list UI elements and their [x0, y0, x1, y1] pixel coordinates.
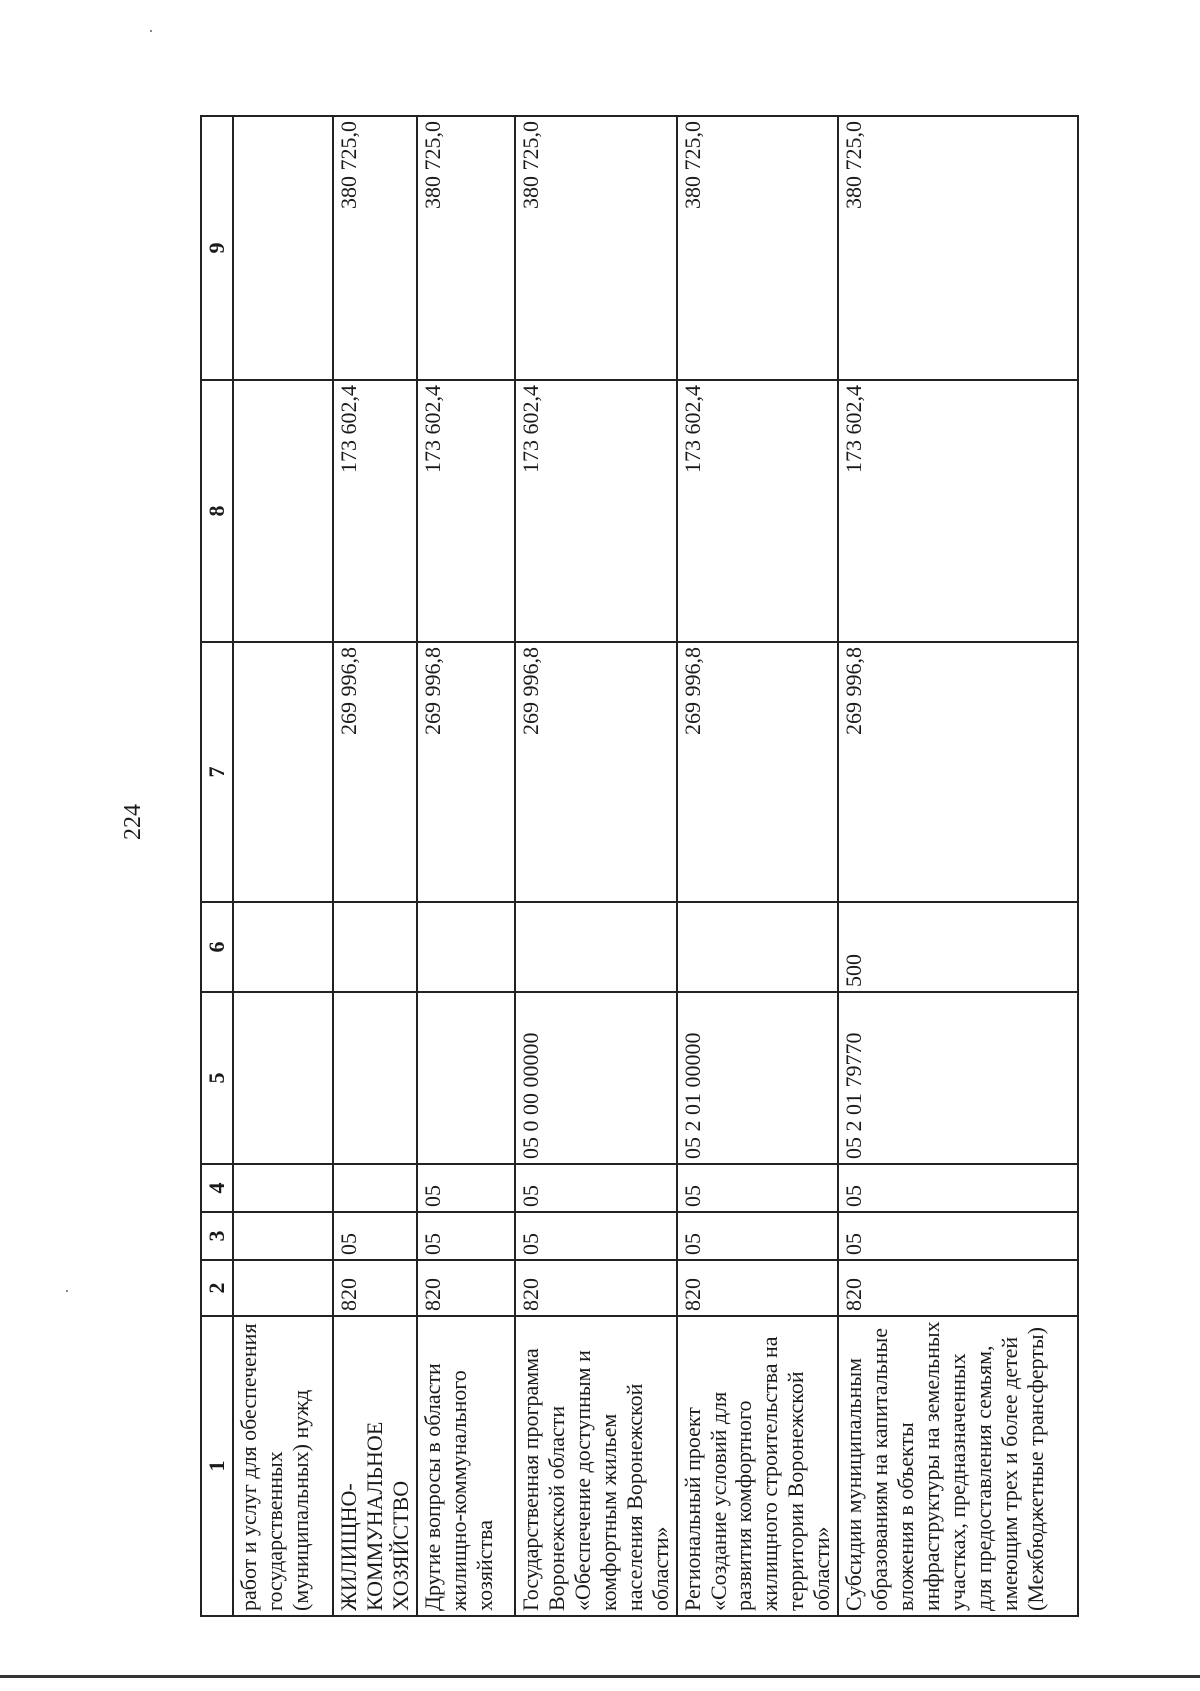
scan-edge-line [0, 1675, 1200, 1678]
col2-cell: 820 [838, 1260, 1078, 1316]
col5-cell [417, 992, 515, 1164]
col9-cell [233, 116, 333, 380]
row-name-cell: Другие вопросы в области жилищно-коммунального хозяйства [417, 1316, 515, 1616]
budget-table-container [200, 117, 1048, 1617]
col7-cell: 269 996,8 [417, 642, 515, 902]
col3-cell: 05 [417, 1212, 515, 1260]
header-cell: 1 [201, 1316, 233, 1616]
col3-cell [233, 1212, 333, 1260]
header-cell: 5 [201, 992, 233, 1164]
col5-cell [333, 992, 417, 1164]
col8-cell: 173 602,4 [333, 380, 417, 642]
col4-cell [233, 1164, 333, 1212]
col3-cell: 05 [838, 1212, 1078, 1260]
col6-cell [233, 902, 333, 992]
header-row [201, 116, 233, 1616]
scan-speck [150, 30, 152, 32]
col9-cell: 380 725,0 [515, 116, 677, 380]
col4-cell: 05 [417, 1164, 515, 1212]
col4-cell: 05 [515, 1164, 677, 1212]
col2-cell: 820 [333, 1260, 417, 1316]
col7-cell: 269 996,8 [515, 642, 677, 902]
col9-cell: 380 725,0 [417, 116, 515, 380]
table-row [677, 116, 839, 1616]
table-row [333, 116, 417, 1616]
col6-cell [417, 902, 515, 992]
col8-cell: 173 602,4 [838, 380, 1078, 642]
row-name-cell: Региональный проект «Создание условий для развития комфортного жилищного строительства на территории Воронежской области» [677, 1316, 839, 1616]
col5-cell: 05 2 01 00000 [677, 992, 839, 1164]
budget-table [200, 115, 1079, 1617]
col2-cell [233, 1260, 333, 1316]
col2-cell: 820 [515, 1260, 677, 1316]
row-name-cell: Субсидии муниципальным образованиям на капитальные вложения в объекты инфраструктуры на земельных участках, предназначенных для предоставления семьям, имеющим трех и более детей (Межбюджетные трансферты) [838, 1316, 1078, 1616]
header-cell: 8 [201, 380, 233, 642]
col9-cell: 380 725,0 [333, 116, 417, 380]
col8-cell: 173 602,4 [417, 380, 515, 642]
col9-cell: 380 725,0 [677, 116, 839, 380]
col4-cell [333, 1164, 417, 1212]
col7-cell: 269 996,8 [838, 642, 1078, 902]
col6-cell [515, 902, 677, 992]
header-cell: 6 [201, 902, 233, 992]
col3-cell: 05 [333, 1212, 417, 1260]
col5-cell [233, 992, 333, 1164]
col8-cell [233, 380, 333, 642]
row-name-cell: ЖИЛИЩНО-КОММУНАЛЬНОЕ ХОЗЯЙСТВО [333, 1316, 417, 1616]
header-cell: 2 [201, 1260, 233, 1316]
col8-cell: 173 602,4 [677, 380, 839, 642]
col7-cell: 269 996,8 [333, 642, 417, 902]
header-cell: 4 [201, 1164, 233, 1212]
header-cell: 7 [201, 642, 233, 902]
col6-cell: 500 [838, 902, 1078, 992]
col5-cell: 05 2 01 79770 [838, 992, 1078, 1164]
col7-cell: 269 996,8 [677, 642, 839, 902]
table-row [515, 116, 677, 1616]
page-number: 224 [120, 804, 146, 840]
table-row [417, 116, 515, 1616]
header-cell: 9 [201, 116, 233, 380]
row-name-cell: работ и услуг для обеспечения государственных (муниципальных) нужд [233, 1316, 333, 1616]
scan-speck [66, 1290, 68, 1292]
col4-cell: 05 [677, 1164, 839, 1212]
col7-cell [233, 642, 333, 902]
col9-cell: 380 725,0 [838, 116, 1078, 380]
col2-cell: 820 [417, 1260, 515, 1316]
col6-cell [677, 902, 839, 992]
col3-cell: 05 [515, 1212, 677, 1260]
row-name-cell: Государственная программа Воронежской области «Обеспечение доступным и комфортным жильем населения Воронежской области» [515, 1316, 677, 1616]
table-row [838, 116, 1078, 1616]
col4-cell: 05 [838, 1164, 1078, 1212]
col2-cell: 820 [677, 1260, 839, 1316]
col8-cell: 173 602,4 [515, 380, 677, 642]
col6-cell [333, 902, 417, 992]
table-row [233, 116, 333, 1616]
col3-cell: 05 [677, 1212, 839, 1260]
col5-cell: 05 0 00 00000 [515, 992, 677, 1164]
header-cell: 3 [201, 1212, 233, 1260]
